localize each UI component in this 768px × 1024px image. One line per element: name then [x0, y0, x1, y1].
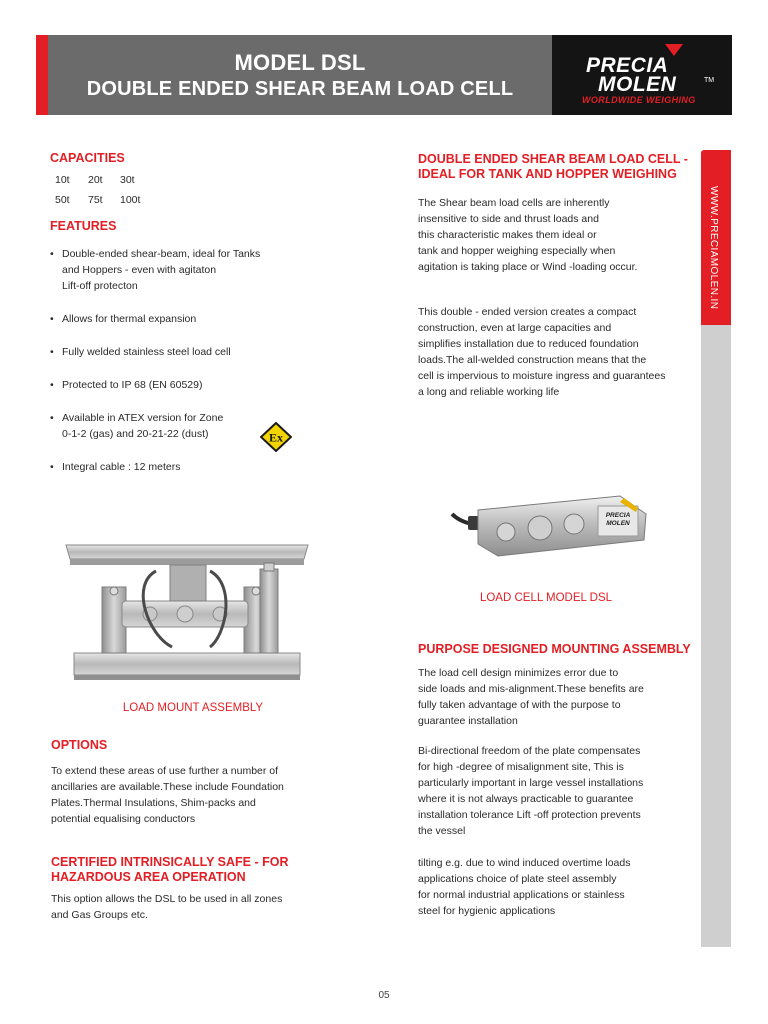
features-list	[50, 246, 290, 475]
website-url[interactable]: WWW.PRECIAMOLEN.IN	[708, 186, 719, 310]
options-text: To extend these areas of use further a number of ancillaries are available.These include Foundation Plates.Thermal Insulations, Shim-packs and potential equalising conductors	[51, 765, 284, 825]
capacity-value: 100t	[120, 194, 141, 206]
capacity-value: 50t	[55, 194, 70, 206]
feature-item: • Allows for thermal expansion	[50, 311, 290, 327]
logo-trademark: TM	[704, 77, 715, 84]
section-heading-shear-beam: DOUBLE ENDED SHEAR BEAM LOAD CELL - IDEAL FOR TANK AND HOPPER WEIGHING	[418, 152, 688, 181]
certified-text: This option allows the DSL to be used in all zones and Gas Groups etc.	[51, 893, 283, 921]
feature-item: • Integral cable : 12 meters	[50, 459, 290, 475]
logo-word-molen: MOLEN	[598, 73, 677, 96]
capacity-value: 30t	[120, 174, 135, 186]
mounting-paragraph-3: tilting e.g. due to wind induced overtime loads applications choice of plate steel assembly for normal industrial applications or stainless steel for hygienic applications	[418, 857, 631, 917]
load-cell-caption: LOAD CELL MODEL DSL	[479, 592, 613, 604]
options-heading: OPTIONS	[51, 738, 108, 752]
precia-molen-logo	[552, 35, 732, 115]
capacity-value: 10t	[55, 174, 70, 186]
feature-item: • Double-ended shear-beam, ideal for Tanks and Hoppers - even with agitaton Lift-off protecton	[50, 246, 290, 294]
load-mount-assembly-photo	[60, 535, 312, 685]
page-header	[36, 35, 732, 115]
mounting-paragraph-1: The load cell design minimizes error due to side loads and mis-alignment.These benefits are fully taken advantage of with the purpose to guarantee installation	[418, 667, 644, 727]
logo-word-precia: PRECIA	[586, 54, 669, 77]
ex-icon-label: Ex	[268, 430, 284, 445]
features-heading: FEATURES	[50, 219, 117, 233]
load-cell-label-word-1: PRECIA	[605, 512, 631, 519]
header-red-strip	[36, 35, 48, 115]
header-titles	[48, 35, 552, 115]
side-tab-grey	[701, 325, 731, 947]
logo-tagline: WORLDWIDE WEIGHING	[582, 95, 696, 105]
shear-beam-paragraph-2: This double - ended version creates a compact construction, even at large capacities and simplifies installation due to reduced foundation loads.The all-welded construction means that the cell is impervious to moisture ingress and guarantees a long and reliable working life	[418, 306, 666, 398]
load-cell-model-dsl-photo	[448, 484, 648, 564]
certified-heading: CERTIFIED INTRINSICALLY SAFE - FOR HAZARDOUS AREA OPERATION	[51, 855, 289, 884]
capacity-value: 75t	[88, 194, 103, 206]
feature-item: • Fully welded stainless steel load cell	[50, 344, 290, 360]
ex-atex-icon	[260, 422, 292, 452]
section-heading-mounting: PURPOSE DESIGNED MOUNTING ASSEMBLY	[418, 642, 691, 656]
feature-item: • Available in ATEX version for Zone 0-1-2 (gas) and 20-21-22 (dust)	[50, 410, 290, 442]
load-cell-label-word-2: MOLEN	[606, 520, 630, 527]
load-mount-caption: LOAD MOUNT ASSEMBLY	[122, 702, 264, 714]
page-title: MODEL DSL	[234, 50, 366, 75]
capacities-heading: CAPACITIES	[50, 151, 125, 165]
mounting-paragraph-2: Bi-directional freedom of the plate compensates for high -degree of misalignment site, This is particularly important in large vessel installations where it is not always practicable to guarantee installation tolerance Lift -off protection prevents the vessel	[418, 745, 644, 837]
shear-beam-paragraph-1: The Shear beam load cells are inherently insensitive to side and thrust loads and this characteristic makes them ideal or tank and hopper weighing especially when agitation is taking place or Wind -loading occur.	[418, 197, 638, 273]
capacity-value: 20t	[88, 174, 103, 186]
capacities-grid	[55, 173, 150, 208]
page-number: 05	[378, 990, 390, 1001]
page-subtitle: DOUBLE ENDED SHEAR BEAM LOAD CELL	[86, 78, 514, 100]
feature-item: • Protected to IP 68 (EN 60529)	[50, 377, 290, 393]
